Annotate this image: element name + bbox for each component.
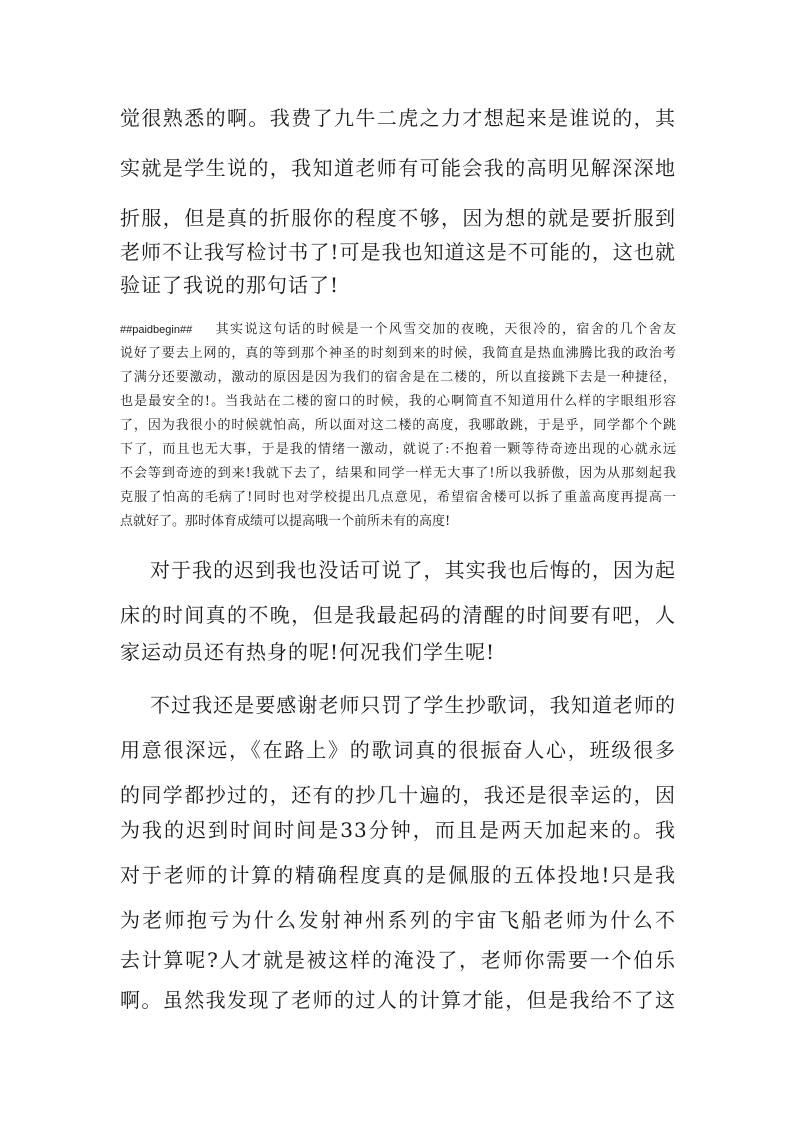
paragraph-3-line-4: 为我的迟到时间时间是33分钟，而且是两天加起来的。我 [120,818,676,842]
paragraph-3-line-6: 为老师抱亏为什么发射神州系列的宇宙飞船老师为什么不 [120,908,676,932]
paragraph-1-line-2: 实就是学生说的，我知道老师有可能会我的高明见解深深地 [120,156,676,180]
paragraph-3-line-7: 去计算呢?人才就是被这样的淹没了，老师你需要一个伯乐 [120,948,676,972]
paragraph-2-line-1: 对于我的迟到我也没话可说了，其实我也后悔的，因为起 [150,558,676,582]
paragraph-3-line-8: 啊。虽然我发现了老师的过人的计算才能，但是我给不了这 [120,988,676,1012]
paid-marker: ##paidbegin## [120,324,193,336]
paragraph-1-line-4: 老师不让我写检讨书了!可是我也知道这是不可能的，这也就 [120,240,676,264]
paid-section-line-8: 克服了怕高的毛病了!同时也对学校提出几点意见，希望宿舍楼可以拆了重盖高度再提高一 [120,490,676,505]
paragraph-2-line-2: 床的时间真的不晚，但是我最起码的清醒的时间要有吧，人 [120,603,676,627]
paid-section-line-1-text: 其实说这句话的时候是一个风雪交加的夜晚，天很冷的，宿舍的几个舍友 [214,322,676,337]
paid-section-line-4: 也是最安全的!。当我站在二楼的窗口的时候，我的心啊简直不知道用什么样的字眼组形容 [120,394,676,409]
paid-section-line-5: 了，因为我很小的时候就怕高，所以面对这二楼的高度，我哪敢跳，于是乎，同学都个个跳 [120,418,676,433]
paragraph-3-line-1: 不过我还是要感谢老师只罚了学生抄歌词，我知道老师的 [150,693,676,717]
paragraph-1-line-1: 觉很熟悉的啊。我费了九牛二虎之力才想起来是谁说的，其 [120,106,676,130]
paragraph-1-line-5: 验证了我说的那句话了! [120,273,340,297]
paragraph-3-line-2: 用意很深远，《在路上》的歌词真的很振奋人心，班级很多 [120,738,676,762]
paid-section-line-3: 了满分还要激动，激动的原因是因为我们的宿舍是在二楼的，所以直接跳下去是一种捷径， [120,370,676,385]
paid-section-line-9: 点就好了。那时体育成绩可以提高哦一个前所未有的高度! [120,514,451,529]
paragraph-2-line-3: 家运动员还有热身的呢!何况我们学生呢! [120,640,496,664]
paid-section-line-7: 不会等到奇迹的到来!我就下去了，结果和同学一样无大事了!所以我骄傲，因为从那刻起我 [120,466,676,481]
paragraph-1-line-3: 折服，但是真的折服你的程度不够，因为想的就是要折服到 [120,206,676,230]
paid-section-line-1 [120,318,676,342]
paragraph-3-line-3: 的同学都抄过的，还有的抄几十遍的，我还是很幸运的，因 [120,783,676,807]
paragraph-3-line-5: 对于老师的计算的精确程度真的是佩服的五体投地!只是我 [120,863,676,887]
paid-section-line-6: 下了，而且也无大事，于是我的情绪一激动，就说了:不抱着一颗等待奇迹出现的心就永远 [120,442,676,457]
paid-section-line-2: 说好了要去上网的，真的等到那个神圣的时刻到来的时候，我简直是热血沸腾比我的政治考 [120,346,676,361]
